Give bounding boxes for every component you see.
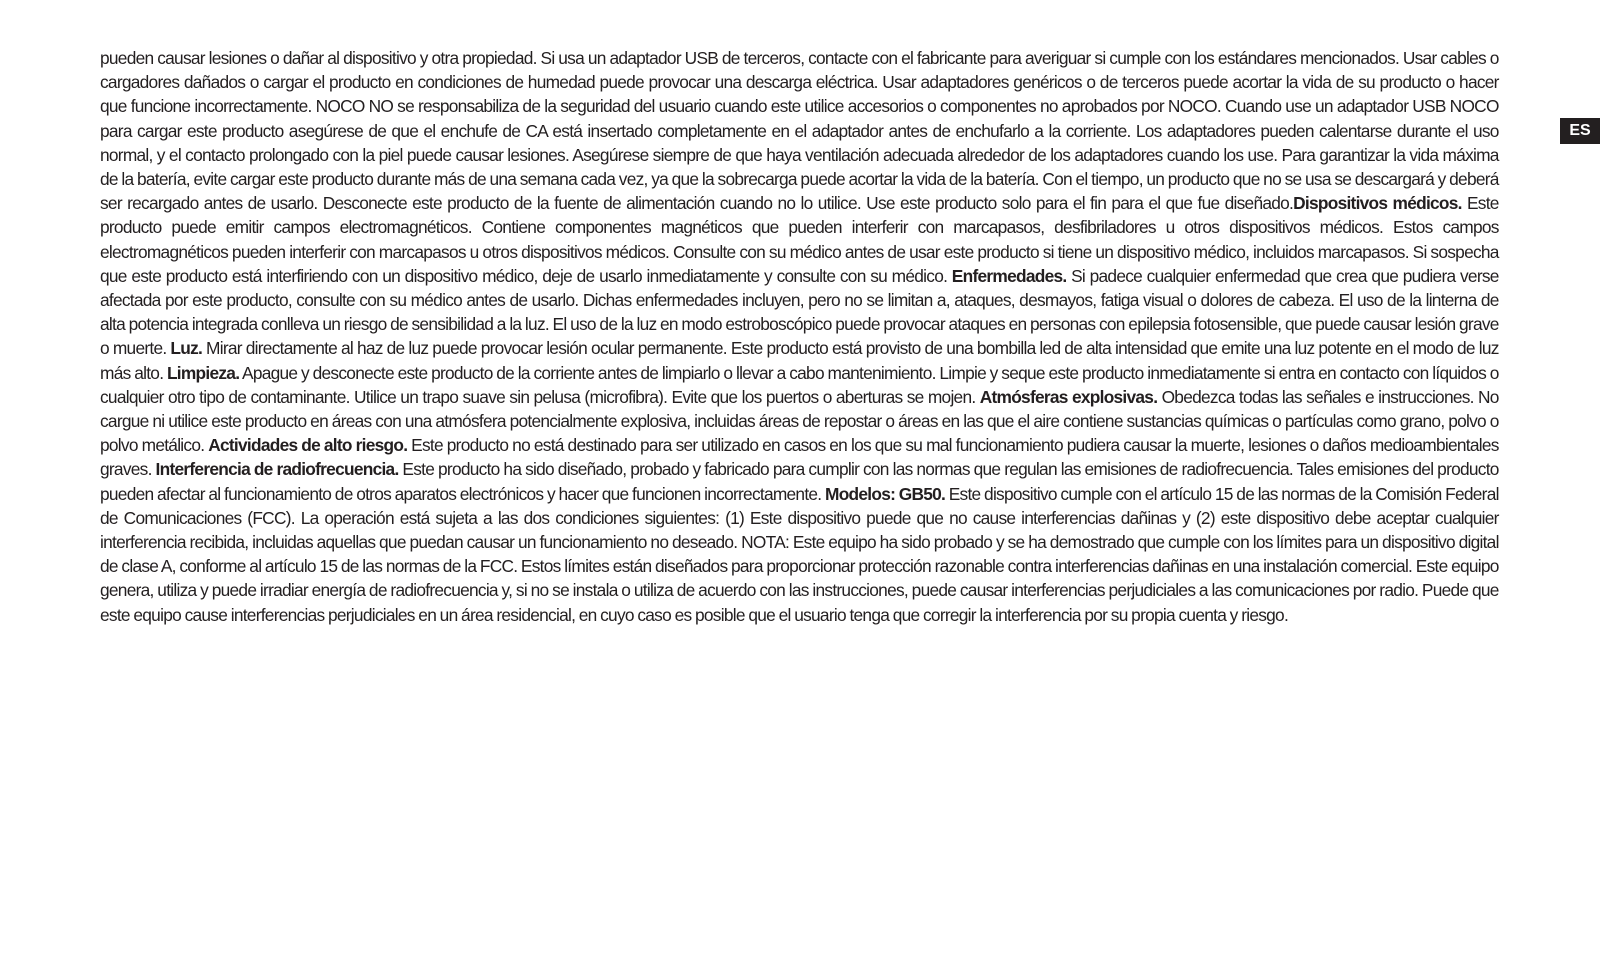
text-segment: Si padece cualquier enfermedad que crea que pudiera verse afectada por este producto, consulte con su médico antes de usarlo. Dichas enfermedades incluyen, pero no se limitan a, ataques, desmayos, fatiga visual o dolores de cabeza. El uso de la linterna de alta potencia integrada conlleva un riesgo de sensibilidad a la luz. El uso de la luz en modo estroboscópico puede provocar ataques en personas con epilepsia fotosensible, que puede causar lesión grave o muerte. (100, 265, 1499, 359)
text-segment: Obedezca todas las señales e instrucciones. No cargue ni utilice este producto en áreas con una atmósfera potencialmente explosiva, incluidas áreas de repostar o áreas en las que el aire contiene sustancias químicas o partículas como grano, polvo o polvo metálico. (100, 386, 1499, 456)
section-heading-models: Modelos: GB50. (824, 483, 946, 504)
text-segment: Mirar directamente al haz de luz puede provocar lesión ocular permanente. Este producto está provisto de una bombilla led de alta intensidad que emite una luz potente en el modo de luz más alto. (100, 338, 1499, 383)
section-heading-explosive-atmospheres: Atmósferas explosivas. (979, 386, 1158, 407)
text-segment: pueden causar lesiones o dañar al dispositivo y otra propiedad. Si usa un adaptador USB de terceros, contacte con el fabricante para averiguar si cumple con los estándares mencionados. Usar cables o cargadores dañados o cargar el producto en condiciones de humedad puede provocar una descarga eléctrica. Usar adaptadores genéricos o de terceros puede acortar la vida de su producto o hacer que funcione incorrectamente. NOCO NO se responsabiliza de la seguridad del usuario cuando este utilice accesorios o componentes no aprobados por NOCO. Cuando use un adaptador USB NOCO para cargar este producto asegúrese de que el enchufe de CA está insertado completamente en el adaptador antes de enchufarlo a la corriente. Los adaptadores pueden calentarse durante el uso normal, y el contacto prolongado con la piel puede causar lesiones. Asegúrese siempre de que haya ventilación adecuada alrededor de los adaptadores cuando los use. Para garantizar la vida máxima de la batería, evite cargar este producto durante más de una semana cada vez, ya que la sobrecarga puede acortar la vida de la batería. Con el tiempo, un producto que no se usa se descargará y deberá ser recargado antes de usarlo. Desconecte este producto de la fuente de alimentación cuando no lo utilice. Use este producto solo para el fin para el que fue diseñado. (100, 48, 1499, 214)
section-heading-light: Luz. (170, 338, 203, 359)
section-heading-medical-devices: Dispositivos médicos. (1293, 193, 1462, 214)
text-segment: Este producto no está destinado para ser utilizado en casos en los que su mal funcionamiento pudiera causar la muerte, lesiones o daños medioambientales graves. (100, 435, 1499, 480)
section-heading-high-risk-activities: Actividades de alto riesgo. (208, 435, 408, 456)
text-segment: Apague y desconecte este producto de la corriente antes de limpiarlo o llevar a cabo mantenimiento. Limpie y seque este producto inmediatamente si entra en contacto con líquidos o cualquier otro tipo de contaminante. Utilice un trapo suave sin pelusa (microfibra). Evite que los puertos o aberturas se mojen. (100, 362, 1499, 407)
language-tab: ES (1560, 118, 1600, 144)
text-segment: Este dispositivo cumple con el artículo 15 de las normas de la Comisión Federal de Comunicaciones (FCC). La operación está sujeta a las dos condiciones siguientes: (1) Este dispositivo puede que no cause interferencias dañinas y (2) este dispositivo debe aceptar cualquier interferencia recibida, incluidas aquellas que puedan causar un funcionamiento no deseado. NOTA: Este equipo ha sido probado y se ha demostrado que cumple con los límites para un dispositivo digital de clase A, conforme al artículo 15 de las normas de la FCC. Estos límites están diseñados para proporcionar protección razonable contra interferencias dañinas en una instalación comercial. Este equipo genera, utiliza y puede irradiar energía de radiofrecuencia y, si no se instala o utiliza de acuerdo con las instrucciones, puede causar interferencias perjudiciales a las comunicaciones por radio. Puede que este equipo cause interferencias perjudiciales en un área residencial, en cuyo caso es posible que el usuario tenga que corregir la interferencia por su propia cuenta y riesgo. (100, 483, 1499, 625)
text-segment: Este producto ha sido diseñado, probado y fabricado para cumplir con las normas que regulan las emisiones de radiofrecuencia. Tales emisiones del producto pueden afectar al funcionamiento de otros aparatos electrónicos y hacer que funcionen incorrectamente. (100, 459, 1499, 504)
section-heading-radio-frequency-interference: Interferencia de radiofrecuencia. (155, 459, 399, 480)
text-segment: Este producto puede emitir campos electromagnéticos. Contiene componentes magnéticos que pueden interferir con marcapasos, desfibriladores u otros dispositivos médicos. Estos campos electromagnéticos pueden interferir con marcapasos u otros dispositivos médicos. Consulte con su médico antes de usar este producto si tiene un dispositivo médico, incluidos marcapasos. Si sospecha que este producto está interfiriendo con un dispositivo médico, deje de usarlo inmediatamente y consulte con su médico. (100, 193, 1499, 286)
section-heading-cleaning: Limpieza. (166, 362, 240, 383)
body-text (100, 46, 1499, 627)
section-heading-illnesses: Enfermedades. (951, 265, 1067, 286)
